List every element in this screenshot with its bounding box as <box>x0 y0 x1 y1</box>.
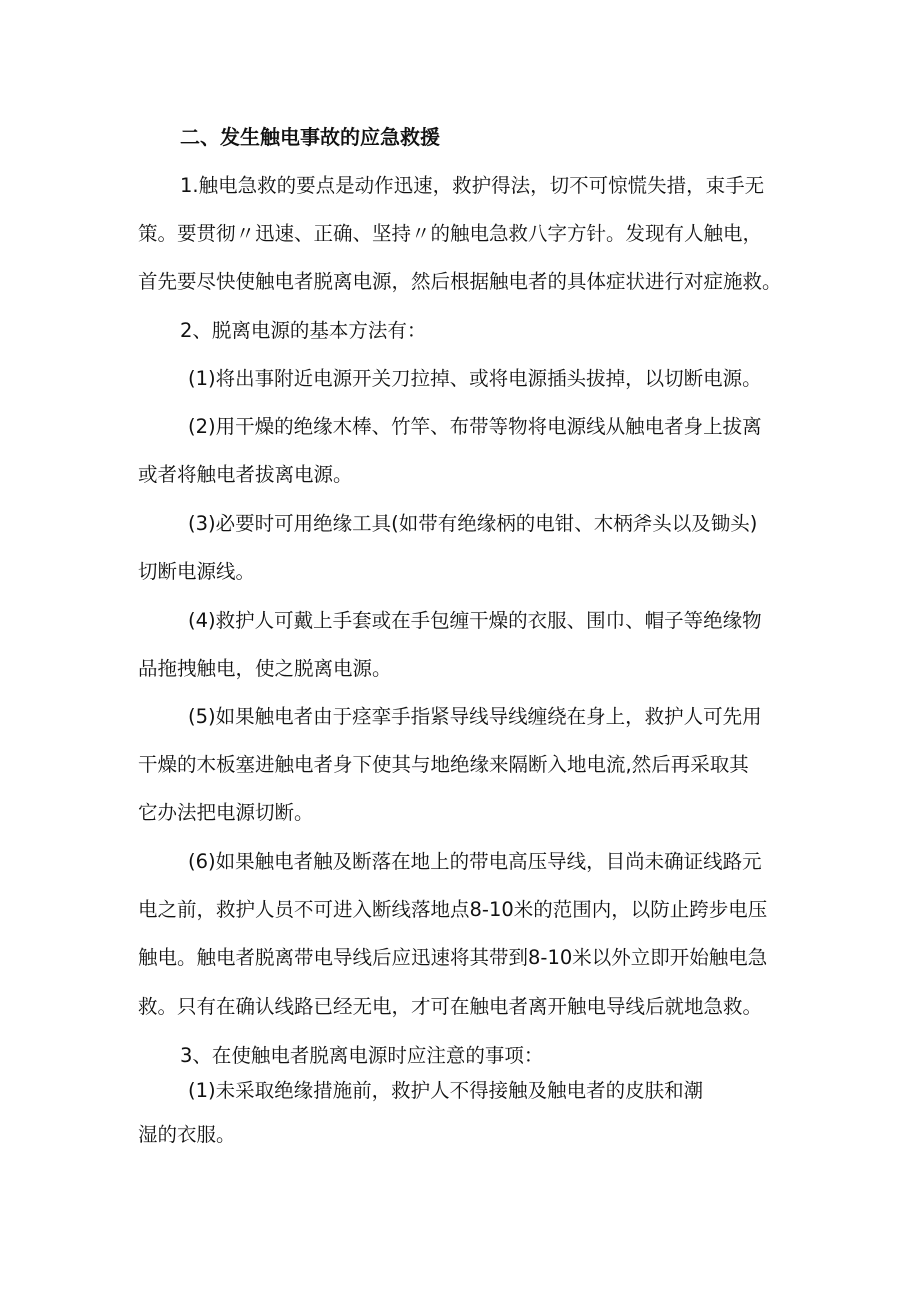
paragraph-line: 1.触电急救的要点是动作迅速，救护得法，切不可惊慌失措，束手无 <box>180 174 765 197</box>
section-heading: 二、发生触电事故的应急救援 <box>180 125 440 149</box>
paragraph-line: 策。要贯彻〃迅速、正确、坚持〃的触电急救八字方针。发现有人触电， <box>138 222 763 245</box>
paragraph-line: 3、在使触电者脱离电源时应注意的事项： <box>180 1044 544 1067</box>
paragraph-line: 首先要尽快使触电者脱离电源，然后根据触电者的具体症状进行对症施救。 <box>138 270 782 293</box>
paragraph-line: (5)如果触电者由于痉挛手指紧导线导线缠绕在身上，救护人可先用 <box>188 705 762 728</box>
paragraph-line: 湿的衣服。 <box>138 1123 236 1146</box>
paragraph-line: 品拖拽触电，使之脱离电源。 <box>138 657 392 680</box>
paragraph-line: 救。只有在确认线路已经无电，才可在触电者离开触电导线后就地急救。 <box>138 995 763 1018</box>
paragraph-line: 或者将触电者拔离电源。 <box>138 463 353 486</box>
paragraph-line: 电之前，救护人员不可进入断线落地点8-10米的范围内，以防止跨步电压 <box>138 898 768 921</box>
paragraph-line: (3)必要时可用绝缘工具(如带有绝缘柄的电钳、木柄斧头以及锄头) <box>188 512 758 535</box>
paragraph-line: (1)未采取绝缘措施前，救护人不得接触及触电者的皮肤和潮 <box>188 1079 704 1102</box>
paragraph-line: 触电。触电者脱离带电导线后应迅速将其带到8-10米以外立即开始触电急 <box>138 946 768 969</box>
paragraph-line: 切断电源线。 <box>138 560 256 583</box>
paragraph-line: (1)将出事附近电源开关刀拉掉、或将电源插头拔掉，以切断电源。 <box>188 367 762 390</box>
paragraph-line: (4)救护人可戴上手套或在手包缠干燥的衣服、围巾、帽子等绝缘物 <box>188 609 762 632</box>
paragraph-line: 2、脱离电源的基本方法有： <box>180 319 427 342</box>
paragraph-line: (2)用干燥的绝缘木棒、竹竿、布带等物将电源线从触电者身上拔离 <box>188 415 762 438</box>
paragraph-line: (6)如果触电者触及断落在地上的带电高压导线，目尚未确证线路元 <box>188 850 762 873</box>
paragraph-line: 干燥的木板塞进触电者身下使其与地绝缘来隔断入地电流,然后再采取其 <box>138 753 749 776</box>
paragraph-line: 它办法把电源切断。 <box>138 801 314 824</box>
